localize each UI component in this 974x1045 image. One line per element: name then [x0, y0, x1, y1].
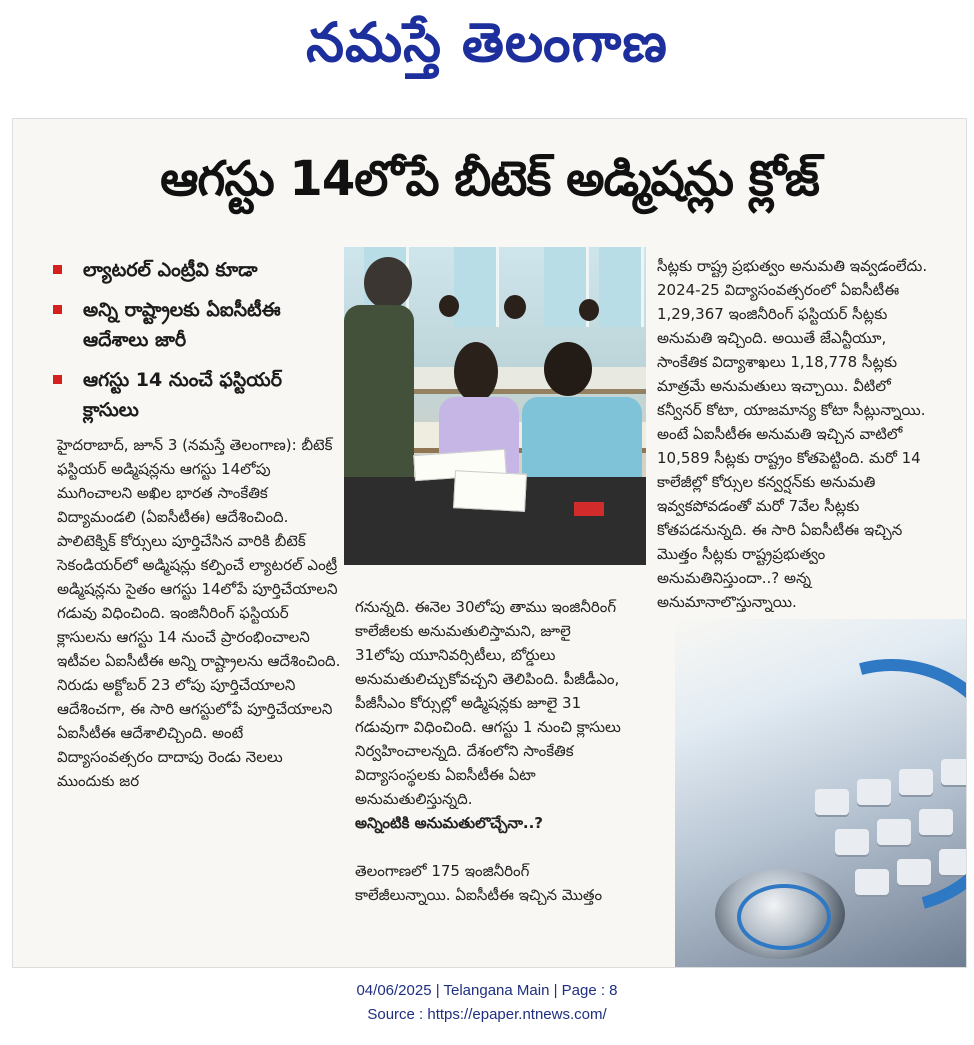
column-2-continued-text: తెలంగాణలో 175 ఇంజినీరింగ్ కాలేజీలున్నాయి. ఏఐసీటీఈ ఇచ్చిన మొత్తం	[355, 862, 603, 904]
highlight-bullets	[53, 255, 343, 435]
red-square-icon	[53, 305, 62, 314]
newspaper-masthead: నమస్తే తెలంగాణ	[306, 10, 668, 74]
article-column-1: హైదరాబాద్, జూన్ 3 (నమస్తే తెలంగాణ): బీటెక్ ఫస్టియర్ అడ్మిషన్లను ఆగస్టు 14లోపు ముగించాలని అఖిల భారత సాంకేతిక విద్యామండలి (ఏఐసీటీఈ) ఆదేశించింది. పాలిటెక్నిక్ కోర్సులు పూర్తిచేసిన వారికి బీటెక్ సెకండియర్‌లో అడ్మిషన్లు కల్పించే ల్యాటరల్ ఎంట్రీ అడ్మిషన్లను సైతం ఆగస్టు 14లోపే పూర్తిచేయాలని గడువు విధించింది. ఇంజినీరింగ్ ఫస్టియర్ క్లాసులను ఆగస్టు 14 నుంచే ప్రారంభించాలని ఇటీవల ఏఐసీటీఈ అన్ని రాష్ట్రాలను ఆదేశించింది. నిరుడు అక్టోబర్ 23 లోపు పూర్తిచేయాలని ఆదేశించగా, ఈ సారి ఆగస్టులోపే పూర్తిచేయాలని ఏఐసీటీఈ ఆదేశాలిచ్చింది. అంటే విద్యాసంవత్సరం దాదాపు రెండు నెలలు ముందుకు జర	[57, 436, 341, 790]
subheading: అన్నింటికి అనుమతులొచ్చేనా..?	[355, 814, 544, 832]
red-square-icon	[53, 265, 62, 274]
bullet-item: అన్ని రాష్ట్రాలకు ఏఐసీటీఈ ఆదేశాలు జారీ	[53, 295, 343, 355]
article-headline: ఆగస్టు 14లోపే బీటెక్ అడ్మిషన్లు క్లోజ్	[160, 151, 819, 207]
stethoscope-keyboard-image	[675, 619, 966, 967]
footer-date-page: 04/06/2025 | Telangana Main | Page : 8	[356, 982, 618, 999]
article-clipping	[12, 118, 967, 968]
red-square-icon	[53, 375, 62, 384]
column-2-text: గనున్నది. ఈనెల 30లోపు తాము ఇంజినీరింగ్ కాలేజీలకు అనుమతులిస్తామని, జూలై 31లోపు యూనివర్సిటీలు, బోర్డులు అనుమతులిచ్చుకోవచ్చని తెలిపింది. పీజీడీఎం, పీజీసీఎం కోర్సుల్లో అడ్మిషన్లకు జూలై 31 గడువుగా విధించింది. ఆగస్టు 1 నుంచి క్లాసులు నిర్వహించాలన్నది. దేశంలోని సాంకేతిక విద్యాసంస్థలకు ఏఐసీటీఈ ఏటా అనుమతులిస్తున్నది.	[355, 598, 621, 808]
bullet-item: ఆగస్టు 14 నుంచే ఫస్టియర్ క్లాసులు	[53, 365, 343, 425]
bullet-item: ల్యాటరల్ ఎంట్రీవి కూడా	[53, 255, 343, 285]
footer-source: Source : https://epaper.ntnews.com/	[367, 1006, 607, 1023]
article-column-2	[355, 571, 625, 907]
article-column-3: సీట్లకు రాష్ట్ర ప్రభుత్వం అనుమతి ఇవ్వడంలేదు. 2024-25 విద్యాసంవత్సరంలో ఏఐసీటీఈ 1,29,367 ఇంజినీరింగ్ ఫస్టియర్ సీట్లకు అనుమతి ఇచ్చింది. అయితే జేఎన్టీయూ, సాంకేతిక విద్యాశాఖలు 1,18,778 సీట్లకు మాత్రమే అనుమతులు ఇచ్చాయి. వీటిలో కన్వీనర్ కోటా, యాజమాన్య కోటా సీట్లున్నాయి. అంటే ఏఐసీటీఈ అనుమతి ఇచ్చిన వాటిలో 10,589 సీట్లకు రాష్ట్రం కోతపెట్టింది. మరో 14 కాలేజీల్లో కోర్సుల కన్వర్షన్‌కు అనుమతి ఇవ్వకపోవడంతో మరో 7వేల సీట్లకు కోతపడనున్నది. ఈ సారి ఏఐసీటీఈ ఇచ్చిన మొత్తం సీట్లకు రాష్ట్రప్రభుత్వం అనుమతినిస్తుందా..? అన్న అనుమానాలొస్తున్నాయి.	[657, 257, 928, 611]
classroom-photo	[344, 247, 646, 565]
